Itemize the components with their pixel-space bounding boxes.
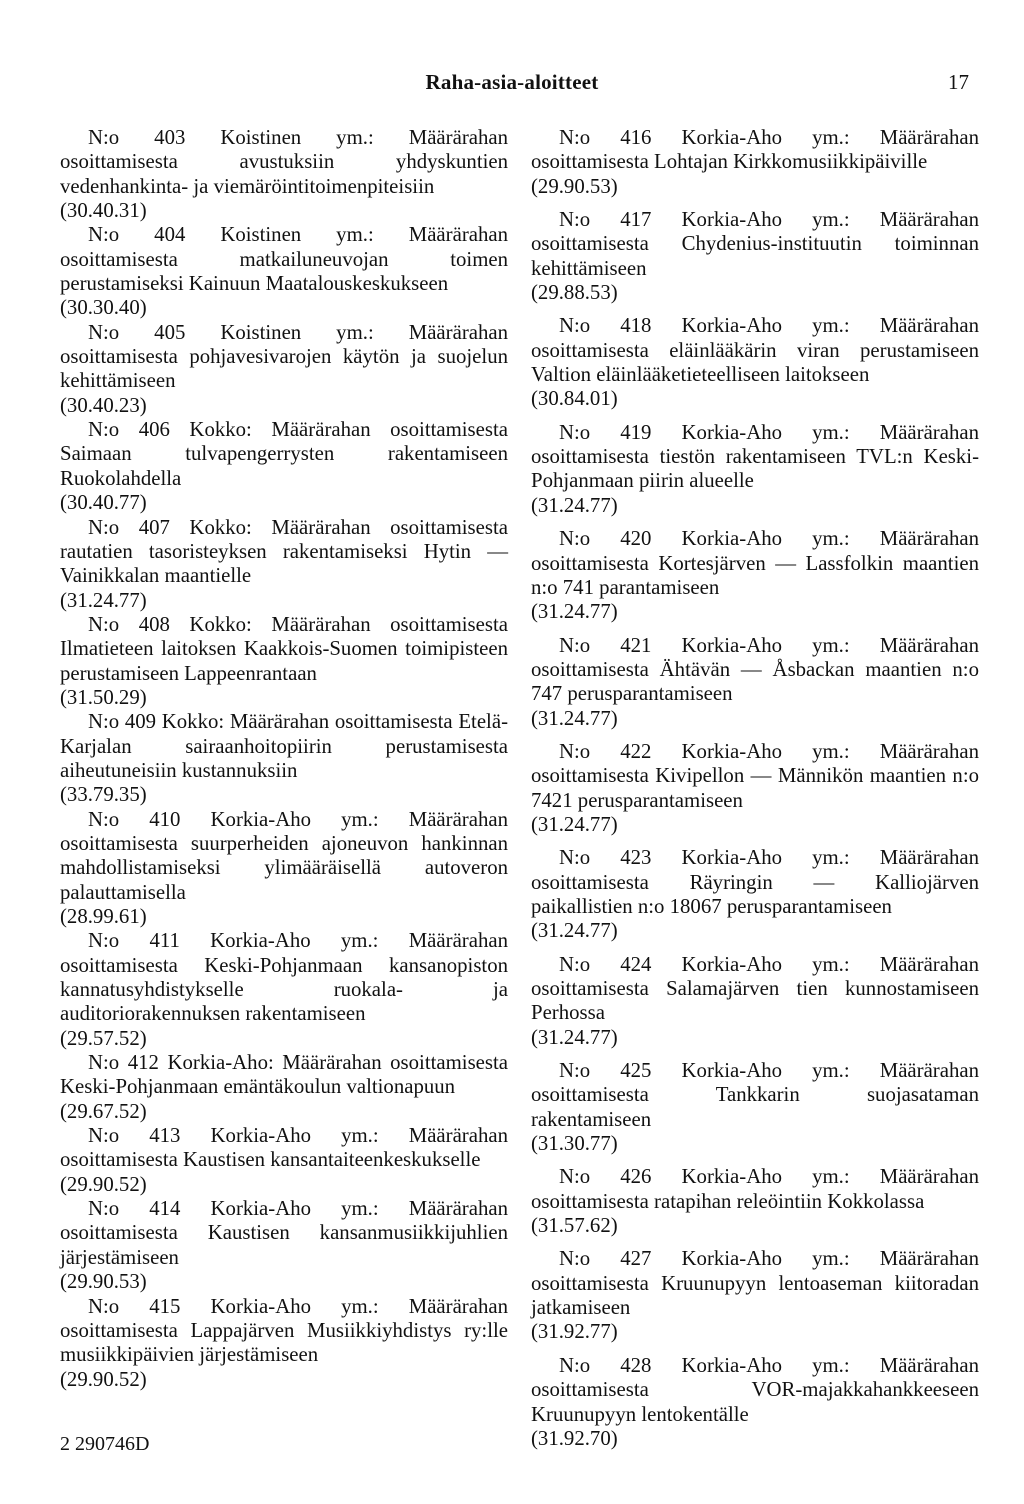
budget-reference: (31.57.62)	[531, 1214, 618, 1238]
motion-title: N:o 405 Koistinen ym.: Määrärahan osoittamisesta pohjavesivarojen käytön ja suojelun kehittämiseen	[60, 320, 508, 393]
budget-reference: (31.30.77)	[531, 1132, 618, 1156]
budget-reference: (29.88.53)	[531, 281, 618, 305]
budget-reference: (31.24.77)	[531, 706, 618, 730]
budget-reference: (29.90.53)	[60, 1270, 147, 1294]
motion-title: N:o 403 Koistinen ym.: Määrärahan osoittamisesta avustuksiin yhdyskuntien vedenhankinta- ja viemäröintitoimenpiteisiin	[60, 126, 508, 198]
budget-reference: (31.24.77)	[60, 588, 147, 612]
motion-title: N:o 419 Korkia-Aho ym.: Määrärahan osoittamisesta tiestön rakentamiseen TVL:n Keski-Pohjanmaan piirin alueelle	[531, 420, 979, 493]
motion-entry	[60, 223, 508, 320]
motion-entry	[60, 1197, 508, 1294]
budget-reference: (30.40.77)	[60, 491, 147, 515]
page-number: 17	[948, 70, 969, 94]
motion-entry	[60, 1295, 508, 1392]
budget-reference: (28.99.61)	[60, 905, 147, 928]
motion-title: N:o 421 Korkia-Aho ym.: Määrärahan osoittamisesta Ähtävän — Åsbackan maantien n:o 747 perusparantamiseen	[531, 633, 979, 706]
motion-entry	[531, 208, 979, 305]
motion-title: N:o 407 Kokko: Määrärahan osoittamisesta rautatien tasoristeyksen rakentamiseksi Hytin — Vainikkalan maantielle	[60, 515, 508, 588]
running-header-title: Raha-asia-aloitteet	[425, 70, 599, 94]
motion-entry	[60, 808, 508, 930]
budget-reference: (31.50.29)	[60, 685, 147, 709]
motion-entry	[531, 953, 979, 1050]
motion-entry	[531, 1247, 979, 1344]
motion-title: N:o 408 Kokko: Määrärahan osoittamisesta Ilmatieteen laitoksen Kaakkois-Suomen toimipisteen perustamiseen Lappeenrantaan	[60, 612, 508, 685]
motion-entry	[531, 126, 979, 199]
budget-reference: (30.84.01)	[531, 387, 618, 411]
budget-reference: (31.92.70)	[531, 1426, 618, 1450]
motion-title: N:o 412 Korkia-Aho: Määrärahan osoittamisesta Keski-Pohjanmaan emäntäkoulun valtionapuun	[60, 1051, 508, 1099]
motion-entry	[60, 613, 508, 710]
motion-entry	[531, 740, 979, 837]
budget-reference: (29.67.52)	[60, 1099, 147, 1123]
motion-title: N:o 415 Korkia-Aho ym.: Määrärahan osoittamisesta Lappajärven Musiikkiyhdistys ry:lle musiikkipäivien järjestämiseen	[60, 1294, 508, 1367]
budget-reference: (30.30.40)	[60, 296, 147, 320]
motion-entry	[60, 929, 508, 1051]
budget-reference: (33.79.35)	[60, 783, 147, 807]
motion-title: N:o 420 Korkia-Aho ym.: Määrärahan osoittamisesta Kortesjärven — Lassfolkin maantien n:o 741 parantamiseen	[531, 527, 979, 599]
budget-reference: (31.24.77)	[531, 812, 618, 836]
motion-entry	[531, 634, 979, 731]
motion-title: N:o 428 Korkia-Aho ym.: Määrärahan osoittamisesta VOR-majakkahankkeeseen Kruunupyyn lentokentälle	[531, 1353, 979, 1426]
budget-reference: (30.40.31)	[60, 199, 147, 223]
motion-entry	[531, 421, 979, 518]
budget-reference: (29.90.52)	[60, 1367, 147, 1391]
motion-entry	[531, 527, 979, 624]
motion-entry	[531, 1165, 979, 1238]
budget-reference: (29.57.52)	[60, 1026, 147, 1050]
budget-reference: (29.90.52)	[60, 1172, 147, 1196]
motion-title: N:o 418 Korkia-Aho ym.: Määrärahan osoittamisesta eläinlääkärin viran perustamiseen Valtion eläinlääketieteelliseen laitokseen	[531, 314, 979, 387]
motion-title: N:o 404 Koistinen ym.: Määrärahan osoittamisesta matkailuneuvojan toimen perustamiseksi Kainuun Maatalouskeskukseen	[60, 223, 508, 296]
motion-entry	[531, 846, 979, 943]
motion-entry	[60, 126, 508, 223]
left-column	[60, 126, 508, 1392]
budget-reference: (31.24.77)	[531, 1025, 618, 1049]
motion-entry	[60, 321, 508, 418]
budget-reference: (31.24.77)	[531, 600, 618, 624]
motion-entry	[60, 710, 508, 807]
motion-entry	[531, 1059, 979, 1156]
motion-title: N:o 416 Korkia-Aho ym.: Määrärahan osoittamisesta Lohtajan Kirkkomusiikkipäiville	[531, 126, 979, 174]
budget-reference: (31.24.77)	[531, 493, 618, 517]
motion-title: N:o 413 Korkia-Aho ym.: Määrärahan osoittamisesta Kaustisen kansantaiteenkeskukselle	[60, 1124, 508, 1172]
motion-title: N:o 423 Korkia-Aho ym.: Määrärahan osoittamisesta Räyringin — Kalliojärven paikallistien n:o 18067 perusparantamiseen	[531, 846, 979, 918]
motion-entry	[60, 418, 508, 515]
budget-reference: (31.24.77)	[531, 919, 618, 943]
budget-reference: (29.90.53)	[531, 174, 618, 198]
motion-title: N:o 422 Korkia-Aho ym.: Määrärahan osoittamisesta Kivipellon — Männikön maantien n:o 7421 perusparantamiseen	[531, 739, 979, 812]
motion-entry	[60, 1051, 508, 1124]
motion-entry	[60, 516, 508, 613]
footer-print-code: 2 290746D	[60, 1433, 150, 1455]
motion-title: N:o 426 Korkia-Aho ym.: Määrärahan osoittamisesta ratapihan releöintiin Kokkolassa	[531, 1165, 979, 1213]
budget-reference: (31.92.77)	[531, 1320, 618, 1344]
motion-title: N:o 410 Korkia-Aho ym.: Määrärahan osoittamisesta suurperheiden ajoneuvon hankinnan mahdollistamiseksi ylimääräisellä autoveron palauttamisella	[60, 807, 508, 904]
motion-title: N:o 424 Korkia-Aho ym.: Määrärahan osoittamisesta Salamajärven tien kunnostamiseen Perhossa	[531, 952, 979, 1025]
motion-entry	[60, 1124, 508, 1197]
motion-title: N:o 409 Kokko: Määrärahan osoittamisesta Etelä-Karjalan sairaanhoitopiirin perustamisesta aiheutuneisiin kustannuksiin	[60, 710, 508, 782]
motion-title: N:o 414 Korkia-Aho ym.: Määrärahan osoittamisesta Kaustisen kansanmusiikkijuhlien järjestämiseen	[60, 1197, 508, 1269]
motion-title: N:o 406 Kokko: Määrärahan osoittamisesta Saimaan tulvapengerrysten rakentamiseen Ruokolahdella	[60, 418, 508, 490]
motion-title: N:o 411 Korkia-Aho ym.: Määrärahan osoittamisesta Keski-Pohjanmaan kansanopiston kannatusyhdistykselle ruokala- ja auditoriorakennuksen rakentamiseen	[60, 929, 508, 1026]
motion-title: N:o 425 Korkia-Aho ym.: Määrärahan osoittamisesta Tankkarin suojasataman rakentamiseen	[531, 1059, 979, 1131]
motion-entry	[531, 1354, 979, 1451]
right-column	[531, 126, 979, 1460]
motion-entry	[531, 314, 979, 411]
motion-title: N:o 417 Korkia-Aho ym.: Määrärahan osoittamisesta Chydenius-instituutin toiminnan kehittämiseen	[531, 208, 979, 280]
motion-title: N:o 427 Korkia-Aho ym.: Määrärahan osoittamisesta Kruunupyyn lentoaseman kiitoradan jatkamiseen	[531, 1247, 979, 1320]
budget-reference: (30.40.23)	[60, 393, 147, 417]
